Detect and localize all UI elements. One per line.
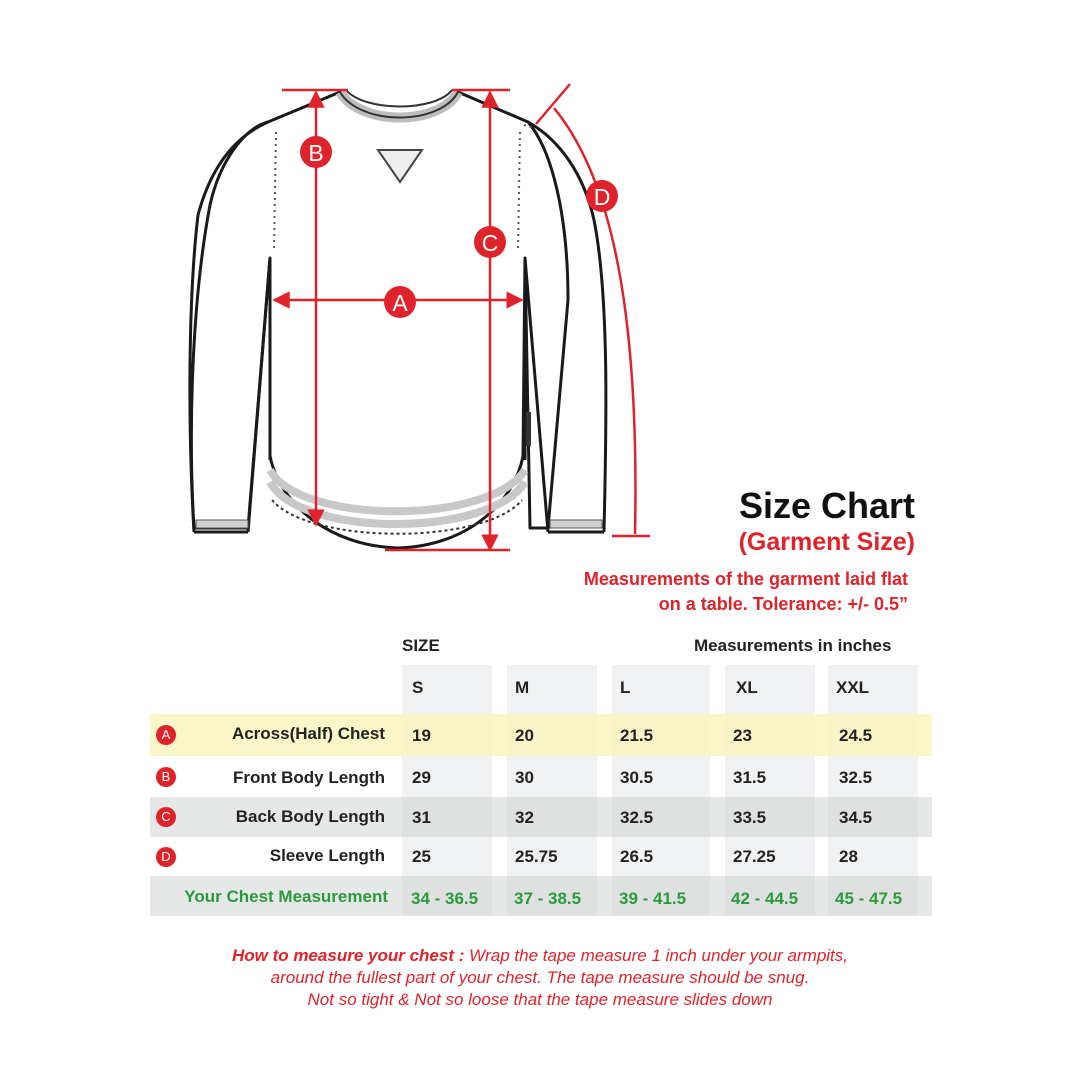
svg-text:A: A (392, 290, 408, 316)
row-label-front: Front Body Length (232, 768, 385, 787)
table-cell: 32.5 (839, 768, 873, 787)
table-cell: 23 (733, 726, 752, 745)
table-cell: 29 (412, 768, 431, 787)
marker-c: C (156, 807, 176, 827)
table-cell: 25.75 (515, 847, 558, 866)
table-cell: 34.5 (839, 808, 873, 827)
table-cell: 31 (412, 808, 431, 827)
size-m: M (515, 678, 530, 697)
table-cell: 26.5 (620, 847, 654, 866)
chart-subtitle: (Garment Size) (738, 528, 915, 556)
marker-a-diagram (384, 286, 416, 318)
size-header: SIZE (402, 636, 440, 655)
svg-text:C: C (481, 230, 499, 256)
row-label-your-chest: Your Chest Measurement (184, 887, 388, 906)
table-cell: 39 - 41.5 (619, 889, 687, 908)
size-xxl: XXL (836, 678, 870, 697)
table-cell: 31.5 (733, 768, 767, 787)
measurement-note (584, 567, 908, 617)
table-cell: 24.5 (839, 726, 873, 745)
table-cell: 20 (515, 726, 534, 745)
marker-c-diagram (474, 226, 506, 258)
table-cell: 45 - 47.5 (835, 889, 903, 908)
marker-b: B (156, 767, 176, 787)
title-block (739, 485, 915, 557)
table-cell: 34 - 36.5 (411, 889, 479, 908)
marker-a: A (156, 725, 176, 745)
table-cell: 25 (412, 847, 431, 866)
how-to-measure (0, 945, 1080, 1011)
size-l: L (620, 678, 631, 697)
howto-line-3: Not so tight & Not so loose that the tape measure slides down (307, 990, 773, 1009)
chart-title: Size Chart (738, 485, 915, 526)
marker-d-diagram (586, 180, 618, 212)
howto-line-1: Wrap the tape measure 1 inch under your armpits, (464, 946, 849, 965)
row-label-back: Back Body Length (235, 807, 385, 826)
note-line-2: on a table. Tolerance: +/- 0.5” (658, 594, 908, 614)
row-label-chest: Across(Half) Chest (231, 724, 385, 743)
howto-lead: How to measure your chest : (231, 946, 465, 965)
table-cell: 33.5 (733, 808, 767, 827)
table-cell: 37 - 38.5 (514, 889, 582, 908)
table-cell: 30 (515, 768, 534, 787)
table-cell: 21.5 (620, 726, 654, 745)
table-cell: 42 - 44.5 (731, 889, 799, 908)
side-tag (526, 412, 531, 446)
size-xl: XL (736, 678, 758, 697)
table-cell: 28 (839, 847, 858, 866)
marker-b-diagram (300, 136, 332, 168)
svg-text:D: D (593, 184, 611, 210)
table-cell: 32.5 (620, 808, 654, 827)
table-cell: 32 (515, 808, 534, 827)
svg-text:B: B (308, 140, 324, 166)
marker-d: D (156, 847, 176, 867)
howto-line-2: around the fullest part of your chest. The tape measure should be snug. (270, 968, 810, 987)
table-cell: 30.5 (620, 768, 654, 787)
units-header: Measurements in inches (694, 636, 892, 655)
row-label-sleeve: Sleeve Length (269, 846, 385, 865)
table-cell: 27.25 (733, 847, 776, 866)
table-cell: 19 (412, 726, 431, 745)
note-line-1: Measurements of the garment laid flat (583, 569, 908, 589)
size-s: S (412, 678, 424, 697)
